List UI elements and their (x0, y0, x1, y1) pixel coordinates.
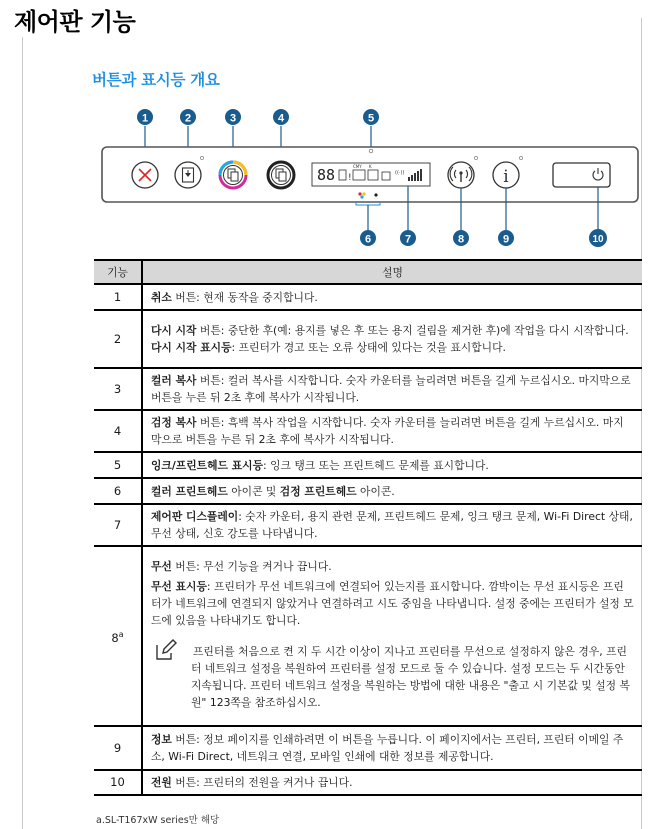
row-desc (142, 478, 642, 504)
page-title: 제어판 기능 (14, 2, 141, 37)
description: 버튼: 컬러 복사를 시작합니다. 숫자 카운터를 늘리려면 버튼을 길게 누르십시오. 마지막으로 버튼을 누른 뒤 2초 후에 복사가 시작됩니다. (151, 374, 631, 404)
callout-1-label: 1 (141, 112, 149, 125)
description: 버튼: 흑백 복사 작업을 시작합니다. 숫자 카운터를 늘리려면 버튼을 길게 누르십시오. 마지막으로 버튼을 누른 뒤 2초 후에 복사가 시작됩니다. (151, 416, 624, 446)
row-num: 9 (94, 726, 142, 770)
svg-text:i: i (503, 167, 509, 187)
svg-text:!: ! (348, 173, 352, 183)
callout-2 (180, 109, 196, 147)
table-row (94, 284, 642, 310)
row-desc (142, 310, 642, 368)
row-num: 6 (94, 478, 142, 504)
section-title: 버튼과 표시등 개요 (92, 71, 220, 89)
description: 버튼: 무선 기능을 켜거나 끕니다. (171, 559, 332, 573)
row-desc (142, 504, 642, 546)
power-icon (553, 163, 610, 187)
color-copy-icon (220, 162, 246, 188)
note-text: 프린터를 처음으로 켠 지 두 시간 이상이 지나고 프린터를 무선으로 설정하지 않은 경우, 프린터 네트워크 설정을 복원하여 프린터를 설정 모드로 둘 수 있습니다. 설정 모드는 두 시간동안 지속됩니다. 프린터 네트워크 설정을 복원하는 방법에 대한 내용은 "출고 시 기본값 및 설정 복원" 123쪽을 참조하십시오. (191, 644, 630, 709)
row-desc (142, 452, 642, 478)
footnote-marker: a (118, 629, 124, 639)
description: : 잉크 탱크 또는 프린트헤드 문제를 표시합니다. (263, 458, 489, 472)
display-digits: 88 (317, 166, 336, 184)
note-block (151, 643, 634, 715)
row-num: 8$^a$ (94, 546, 142, 726)
description: : 프린터가 경고 또는 오류 상태에 있다는 것을 표시합니다. (231, 341, 506, 354)
table-row (94, 368, 642, 410)
footnote: a.SL-T167xW series만 해당 (96, 815, 220, 826)
callout-5-label: 5 (367, 112, 375, 125)
svg-text:CMY: CMY (353, 164, 362, 169)
row-num: 5 (94, 452, 142, 478)
table-header-row (94, 260, 642, 284)
table-row (94, 504, 642, 546)
callout-9-label: 9 (502, 233, 510, 246)
cancel-icon (132, 162, 158, 188)
term: 다시 시작 표시등 (151, 341, 232, 354)
control-panel-diagram (90, 102, 640, 252)
table-row (94, 478, 642, 504)
term: 무선 표시등 (151, 579, 207, 593)
row-desc (142, 546, 642, 726)
term: 제어판 디스플레이 (151, 510, 239, 523)
table-row (94, 546, 642, 726)
table-row (94, 452, 642, 478)
panel-display (312, 163, 430, 186)
row-desc (142, 284, 642, 310)
term: 컬러 복사 (151, 374, 197, 387)
description: : 프린터가 무선 네트워크에 연결되어 있는지를 표시합니다. 깜박이는 무선 표시등은 프린터가 네트워크에 연결되지 않았거나 연결하려고 시도 중임을 나타냅니다. 설정 중에는 프린터가 설정 모드에 있음을 나타내기도 합니다. (151, 579, 634, 627)
feature-table (94, 259, 642, 796)
callout-10-label: 10 (592, 234, 604, 245)
row-desc (142, 770, 642, 795)
callout-1 (137, 109, 153, 147)
callout-4-label: 4 (277, 112, 285, 125)
table-row (94, 410, 642, 452)
callout-4 (273, 109, 289, 147)
row-num: 3 (94, 368, 142, 410)
row-desc (142, 726, 642, 770)
term: 전원 (151, 776, 172, 789)
description: 버튼: 현재 동작을 중지합니다. (171, 290, 318, 304)
callout-3-label: 3 (229, 112, 237, 125)
description: 아이콘. (356, 484, 395, 498)
term: 검정 복사 (151, 416, 197, 429)
row-num: 1 (94, 284, 142, 310)
header-num: 기능 (94, 260, 142, 284)
note-pencil-icon (153, 637, 179, 663)
callout-2-label: 2 (184, 112, 192, 125)
term: 정보 (151, 733, 172, 746)
table-row (94, 726, 642, 770)
callout-3 (225, 109, 241, 147)
description: 아이콘 및 (227, 484, 280, 498)
callout-7-label: 7 (404, 233, 412, 246)
svg-text:K: K (369, 164, 372, 169)
black-copy-icon (268, 162, 294, 188)
description: 버튼: 중단한 후(예: 용지를 넣은 후 또는 용지 걸림을 제거한 후)에 작업을 다시 시작합니다. (196, 324, 629, 337)
callout-6 (360, 205, 376, 246)
row-num: 7 (94, 504, 142, 546)
callout-8-label: 8 (457, 233, 465, 246)
term: 취소 (151, 290, 172, 304)
row-desc (142, 410, 642, 452)
callout-6-label: 6 (364, 233, 372, 246)
term: 잉크/프린트헤드 표시등 (151, 458, 263, 472)
row-desc (142, 368, 642, 410)
description: 버튼: 정보 페이지를 인쇄하려면 이 버튼을 누릅니다. 이 페이지에서는 프린터, 프린터 이메일 주소, Wi-Fi Direct, 네트워크 연결, 모바일 인쇄에 대한 정보를 제공합니다. (151, 733, 624, 763)
header-desc: 설명 (142, 260, 642, 284)
row-num: 2 (94, 310, 142, 368)
term: 무선 (151, 559, 172, 573)
description: : 숫자 카운터, 용지 관련 문제, 프린트헤드 문제, 잉크 탱크 문제, Wi-Fi Direct 상태, 무선 상태, 신호 강도를 나타냅니다. (151, 510, 633, 540)
term: 컬러 프린트헤드 (151, 484, 228, 498)
description: 버튼: 프린터의 전원을 켜거나 끕니다. (171, 776, 353, 789)
callout-5 (363, 109, 379, 147)
row-num: 4 (94, 410, 142, 452)
term: 다시 시작 (151, 324, 197, 337)
row-num: 10 (94, 770, 142, 795)
svg-text:((·)): ((·)) (395, 170, 405, 176)
term: 검정 프린트헤드 (279, 484, 357, 498)
table-row (94, 310, 642, 368)
table-row (94, 770, 642, 795)
